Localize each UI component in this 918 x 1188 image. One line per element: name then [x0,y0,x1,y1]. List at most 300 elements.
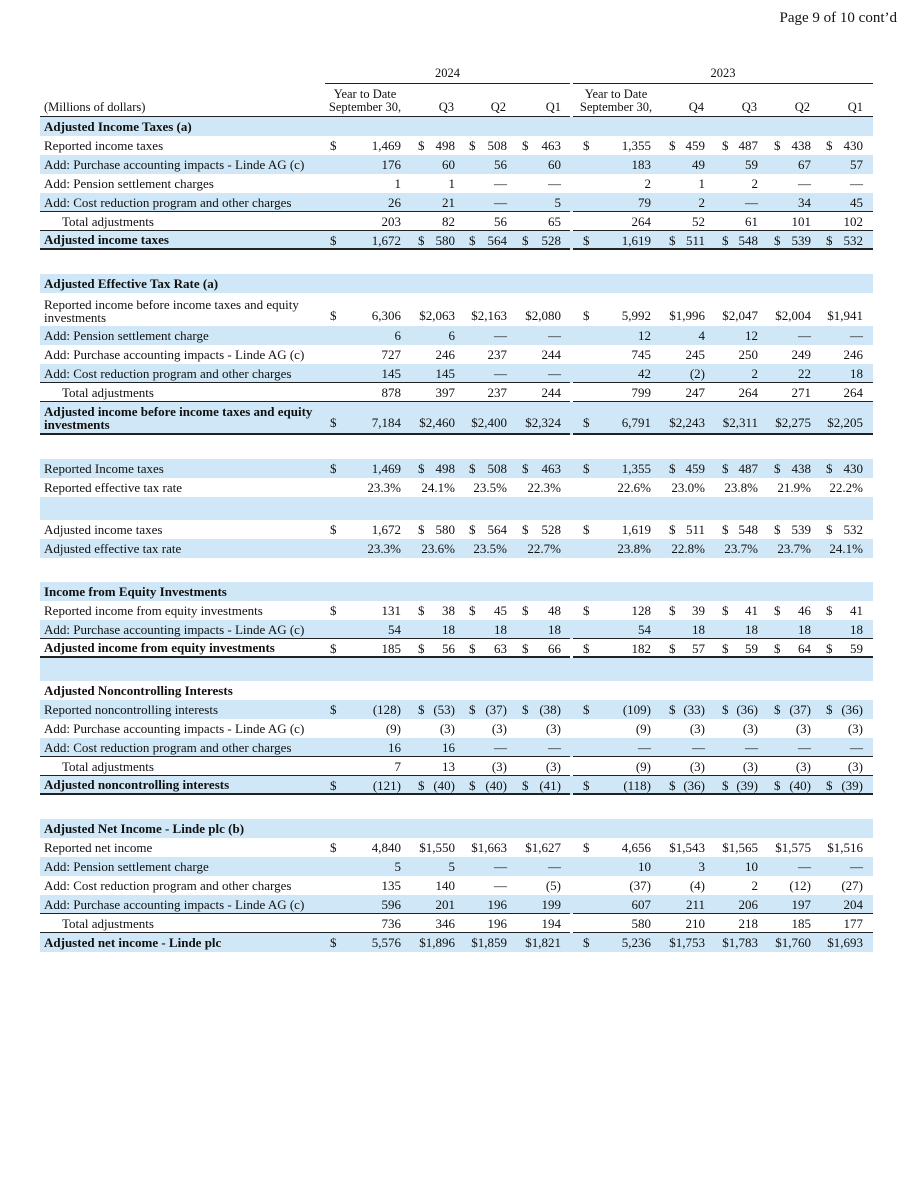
row-block-2024 [40,757,570,776]
cell-value: 18 [798,622,811,637]
column-headers-2023 [573,84,873,118]
table-row [40,364,873,383]
cell-ytd-2024 [325,620,405,638]
cell-value: 197 [791,897,811,912]
cell-q1-2023 [814,838,873,857]
cell-value: 199 [541,897,561,912]
cell-value: 57 [692,641,705,656]
cell-value: 22.2% [829,480,863,495]
cell-value: 4,840 [371,840,401,855]
cell-q3-2024 [405,293,458,326]
row-block-2024 [40,326,570,345]
cell-ytd-2024 [325,914,405,932]
cell-ytd-2023 [573,620,655,638]
cell-value: 54 [388,622,401,637]
cell-ytd-2024 [325,933,405,952]
cell-value: 4,656 [621,840,651,855]
cell-q3-2024 [405,757,458,775]
table-row [40,933,873,952]
cell-q2-2024 [458,738,510,756]
cell-value: 18 [692,622,705,637]
cell-q1-2024 [510,326,570,345]
cell-value: — [494,878,507,893]
cell-value: 145 [381,366,401,381]
dollar-sign: $ [330,603,337,618]
row-block-2023 [573,326,873,345]
cell-value: $1,783 [722,935,758,950]
cell-value: 459 [685,138,705,153]
cell-q3-2024 [405,174,458,193]
cell-q2-2024 [458,402,510,433]
row-block-2023 [573,478,873,497]
row-label: Adjusted effective tax rate [44,541,182,556]
cell-q3-2023 [708,402,761,433]
cell-value: 183 [631,157,651,172]
cell-q1-2023 [814,719,873,738]
col-ytd-2023: Year to Date September 30, [579,87,653,114]
cell-value: — [850,176,863,191]
cell-q1-2023 [814,364,873,382]
cell-value: $1,575 [775,840,811,855]
cell-value: $1,663 [471,840,507,855]
cell-value: (9) [635,759,651,774]
row-block-2024 [40,193,570,212]
cell-value: (39) [841,778,863,793]
cell-q1-2023 [814,876,873,895]
cell-value: 131 [381,603,401,618]
row-label: Reported income taxes [44,138,164,153]
cell-q1-2023 [814,520,873,539]
dollar-sign: $ [774,641,781,656]
cell-value: (40) [485,778,507,793]
cell-ytd-2024 [325,700,405,719]
dollar-sign: $ [669,778,676,793]
cell-q2-2023 [761,914,814,932]
cell-q4-2023 [655,326,708,345]
dollar-sign: $ [722,461,729,476]
cell-value: 79 [638,195,651,210]
cell-q3-2024 [405,193,458,211]
table-row [40,231,873,250]
cell-q3-2024 [405,155,458,174]
row-block-2024 [40,876,570,895]
cell-value: — [494,195,507,210]
cell-ytd-2024 [325,601,405,620]
row-block-2023 [573,639,873,658]
cell-q4-2023 [655,402,708,433]
cell-ytd-2024 [325,478,405,497]
row-block-2024 [40,719,570,738]
cell-value: 487 [738,138,758,153]
cell-value: 548 [738,233,758,248]
cell-value: $2,080 [525,308,561,323]
section-header-row [40,274,873,293]
cell-q3-2023 [708,857,761,876]
cell-q3-2024 [405,520,458,539]
cell-value: 60 [442,157,455,172]
cell-q4-2023 [655,520,708,539]
cell-q3-2024 [405,364,458,382]
row-block-2023 [573,539,873,558]
cell-value: 22.7% [527,541,561,556]
cell-q1-2023 [814,193,873,211]
cell-q3-2024 [405,459,458,478]
cell-q3-2023 [708,231,761,248]
cell-q3-2023 [708,539,761,558]
cell-q3-2023 [708,193,761,211]
cell-value: 64 [798,641,811,656]
cell-value: 56 [494,214,507,229]
table-row [40,193,873,212]
cell-ytd-2024 [325,520,405,539]
cell-q3-2023 [708,326,761,345]
dollar-sign: $ [722,778,729,793]
cell-value: 54 [638,622,651,637]
row-block-2024 [40,700,570,719]
dollar-sign: $ [583,840,590,855]
cell-value: 204 [843,897,863,912]
table-row [40,700,873,719]
dollar-sign: $ [583,138,590,153]
cell-value: 201 [435,897,455,912]
row-block-2023 [573,620,873,639]
row-block-2023 [573,155,873,174]
cell-q2-2023 [761,719,814,738]
table-row [40,383,873,402]
cell-value: — [798,859,811,874]
dollar-sign: $ [774,522,781,537]
row-block-2023 [573,383,873,402]
cell-q1-2023 [814,459,873,478]
cell-q3-2023 [708,136,761,155]
row-label: Total adjustments [62,213,154,229]
cell-value: (109) [622,702,651,717]
cell-q2-2023 [761,459,814,478]
cell-q4-2023 [655,700,708,719]
cell-q1-2023 [814,402,873,433]
cell-value: 23.0% [671,480,705,495]
section-header-row [40,681,873,700]
cell-value: 1,355 [621,138,651,153]
cell-value: 736 [381,916,401,931]
cell-value: $1,996 [669,308,705,323]
cell-ytd-2023 [573,136,655,155]
cell-q3-2023 [708,876,761,895]
dollar-sign: $ [669,461,676,476]
col-q3-2023: Q3 [741,100,757,114]
dollar-sign: $ [722,233,729,248]
cell-value: (53) [433,702,455,717]
spacer-row [40,435,873,459]
cell-value: $1,760 [775,935,811,950]
cell-ytd-2024 [325,857,405,876]
row-block-2023 [573,819,873,838]
cell-value: 23.5% [473,541,507,556]
cell-value: 5 [554,195,561,210]
cell-value: 1 [698,176,705,191]
cell-q4-2023 [655,478,708,497]
row-label: Adjusted noncontrolling interests [44,777,230,792]
cell-ytd-2024 [325,383,405,401]
cell-q2-2023 [761,876,814,895]
cell-ytd-2024 [325,212,405,230]
cell-value: 246 [843,347,863,362]
cell-ytd-2023 [573,478,655,497]
cell-value: $2,004 [775,308,811,323]
cell-q1-2024 [510,520,570,539]
cell-value: (27) [841,878,863,893]
cell-ytd-2024 [325,174,405,193]
cell-value: — [798,328,811,343]
cell-q2-2023 [761,933,814,952]
row-block-2024 [40,364,570,383]
row-block-2024 [40,174,570,193]
cell-q1-2023 [814,231,873,248]
cell-value: 6 [394,328,401,343]
cell-value: 42 [638,366,651,381]
row-label: Reported Income taxes [44,461,164,476]
cell-q1-2024 [510,539,570,558]
col-q1-2024: Q1 [545,100,561,114]
cell-q4-2023 [655,876,708,895]
cell-value: 18 [442,622,455,637]
cell-ytd-2024 [325,776,405,793]
table-row [40,876,873,895]
row-block-2023 [573,838,873,857]
cell-q3-2023 [708,914,761,932]
cell-value: 463 [541,138,561,153]
cell-value: — [798,740,811,755]
cell-value: 564 [487,522,507,537]
cell-value: 745 [631,347,651,362]
cell-value: 430 [843,461,863,476]
cell-ytd-2024 [325,345,405,364]
dollar-sign: $ [522,233,529,248]
cell-value: — [638,740,651,755]
cell-value: (3) [491,721,507,736]
cell-q2-2023 [761,402,814,433]
cell-value: 508 [487,138,507,153]
dollar-sign: $ [330,138,337,153]
cell-q2-2024 [458,914,510,932]
cell-q1-2024 [510,174,570,193]
cell-q2-2024 [458,719,510,738]
cell-value: $1,516 [827,840,863,855]
row-block-2024 [40,293,570,326]
cell-q1-2024 [510,620,570,638]
cell-q3-2024 [405,738,458,756]
row-block-2023 [573,293,873,326]
cell-value: 463 [541,461,561,476]
cell-q2-2023 [761,193,814,211]
cell-value: 580 [435,233,455,248]
row-label: Add: Pension settlement charge [44,859,209,874]
cell-value: $1,565 [722,840,758,855]
cell-q2-2023 [761,293,814,326]
cell-value: 59 [850,641,863,656]
cell-q2-2024 [458,857,510,876]
cell-q2-2023 [761,326,814,345]
cell-q3-2024 [405,326,458,345]
row-block-2024 [40,274,570,293]
cell-value: (9) [635,721,651,736]
cell-q4-2023 [655,212,708,230]
cell-q4-2023 [655,757,708,775]
cell-ytd-2023 [573,738,655,756]
row-block-2023 [573,876,873,895]
row-block-2023 [573,345,873,364]
cell-value: 1 [448,176,455,191]
cell-ytd-2023 [573,212,655,230]
cell-value: $2,400 [471,415,507,430]
row-block-2024 [40,776,570,795]
cell-q2-2023 [761,895,814,913]
dollar-sign: $ [722,603,729,618]
cell-value: 128 [631,603,651,618]
cell-q3-2023 [708,478,761,497]
dollar-sign: $ [826,461,833,476]
row-label: Adjusted income before income taxes and equity investments [44,404,313,432]
cell-value: $1,941 [827,308,863,323]
row-label: Reported effective tax rate [44,480,182,495]
row-block-2024 [40,459,570,478]
cell-q3-2024 [405,345,458,364]
cell-value: 2 [698,195,705,210]
cell-q3-2024 [405,601,458,620]
reconciliation-table [40,117,873,952]
cell-q4-2023 [655,601,708,620]
cell-q1-2024 [510,719,570,738]
row-block-2024 [40,155,570,174]
cell-ytd-2023 [573,857,655,876]
dollar-sign: $ [418,702,425,717]
row-label: Add: Cost reduction program and other charges [44,878,292,893]
cell-ytd-2023 [573,639,655,656]
table-row [40,212,873,231]
cell-q2-2024 [458,136,510,155]
dollar-sign: $ [774,603,781,618]
cell-q3-2023 [708,757,761,775]
dollar-sign: $ [330,461,337,476]
cell-value: 21 [442,195,455,210]
cell-value: 799 [631,385,651,400]
cell-value: 6,306 [371,308,401,323]
dollar-sign: $ [583,415,590,430]
cell-q4-2023 [655,738,708,756]
col-ytd-2024: Year to Date September 30, [328,87,402,114]
cell-value: 1,672 [371,233,401,248]
cell-q3-2024 [405,700,458,719]
cell-value: (3) [795,721,811,736]
dollar-sign: $ [469,603,476,618]
cell-value: 1,672 [371,522,401,537]
cell-value: — [494,859,507,874]
row-label: Adjusted Noncontrolling Interests [44,683,233,698]
cell-value: 41 [850,603,863,618]
row-block-2023 [573,681,873,700]
row-block-2023 [573,582,873,601]
cell-q1-2024 [510,155,570,174]
cell-value: 61 [745,214,758,229]
row-label: Add: Purchase accounting impacts - Linde AG (c) [44,721,305,736]
cell-value: $2,163 [471,308,507,323]
dollar-sign: $ [669,603,676,618]
row-block-2024 [40,819,570,838]
cell-q3-2024 [405,231,458,248]
row-label: Add: Purchase accounting impacts - Linde AG (c) [44,157,305,172]
cell-q2-2023 [761,757,814,775]
row-block-2024 [40,895,570,914]
dollar-sign: $ [330,840,337,855]
cell-value: 48 [548,603,561,618]
cell-q1-2024 [510,738,570,756]
cell-value: 878 [381,385,401,400]
cell-value: $1,859 [471,935,507,950]
cell-q4-2023 [655,639,708,656]
row-label: Income from Equity Investments [44,584,227,599]
cell-value: 1 [394,176,401,191]
cell-ytd-2023 [573,700,655,719]
cell-value: (36) [683,778,705,793]
cell-value: 498 [435,461,455,476]
row-label: Reported net income [44,840,153,855]
cell-value: (12) [789,878,811,893]
cell-ytd-2023 [573,876,655,895]
cell-value: (2) [689,366,705,381]
cell-value: — [494,328,507,343]
cell-value: (33) [683,702,705,717]
row-block-2023 [573,601,873,620]
cell-value: 247 [685,385,705,400]
cell-value: 459 [685,461,705,476]
cell-value: 102 [843,214,863,229]
cell-value: $1,627 [525,840,561,855]
cell-value: 346 [435,916,455,931]
cell-q1-2023 [814,174,873,193]
table-row [40,857,873,876]
cell-value: 580 [631,916,651,931]
cell-value: 23.7% [724,541,758,556]
cell-q1-2023 [814,478,873,497]
row-block-2023 [573,895,873,914]
cell-ytd-2023 [573,231,655,248]
cell-q4-2023 [655,383,708,401]
cell-value: 196 [487,897,507,912]
cell-value: 65 [548,214,561,229]
row-label: Adjusted income taxes [44,522,163,537]
cell-q1-2023 [814,738,873,756]
cell-q2-2023 [761,520,814,539]
cell-value: — [850,740,863,755]
cell-value: 532 [843,233,863,248]
cell-q4-2023 [655,838,708,857]
cell-value: 101 [791,214,811,229]
cell-q1-2024 [510,895,570,913]
cell-value: 539 [791,233,811,248]
cell-value: 52 [692,214,705,229]
cell-q2-2024 [458,459,510,478]
cell-value: 24.1% [421,480,455,495]
cell-ytd-2024 [325,838,405,857]
dollar-sign: $ [826,702,833,717]
cell-q2-2024 [458,601,510,620]
spacer-row [40,658,873,681]
dollar-sign: $ [583,233,590,248]
cell-value: 16 [388,740,401,755]
row-label: Add: Purchase accounting impacts - Linde AG (c) [44,896,305,912]
cell-q3-2024 [405,914,458,932]
cell-q2-2024 [458,933,510,952]
